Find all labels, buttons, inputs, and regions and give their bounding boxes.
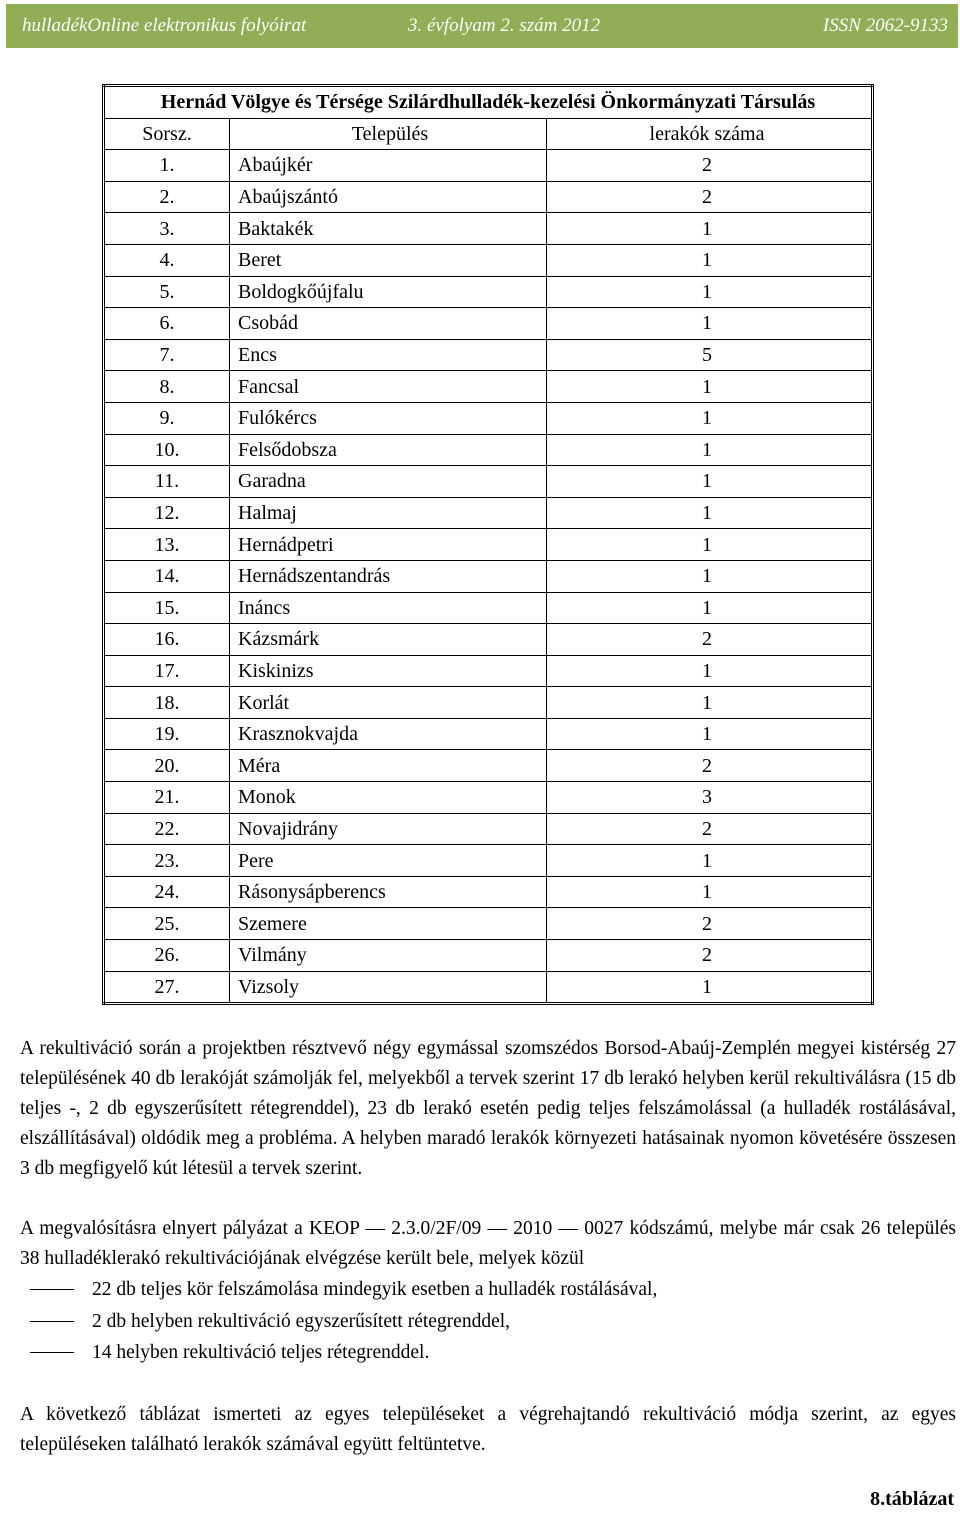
paragraph-palyazat: A megvalósításra elnyert pályázat a KEOP — 2.3.0/2F/09 — 2010 — 0027 kódszámú, melybe már csak 26 település 38 hulladéklerakó rekultivációjának elvégzése került bele, melyek közül [20,1218,956,1269]
table-row [104,592,873,624]
landfill-count: 1 [547,529,873,561]
row-number: 18. [104,687,230,719]
landfill-count: 1 [547,244,873,276]
row-number: 7. [104,339,230,371]
settlement-name: Krasznokvajda [230,718,547,750]
table-row [104,782,873,814]
row-number: 15. [104,592,230,624]
column-header-settlement: Település [230,118,547,150]
table-row [104,845,873,877]
row-number: 22. [104,813,230,845]
table-header-row [104,118,873,150]
landfill-count: 1 [547,402,873,434]
row-number: 9. [104,402,230,434]
settlement-name: Garadna [230,466,547,498]
table-row [104,655,873,687]
settlement-name: Pere [230,845,547,877]
row-number: 17. [104,655,230,687]
settlement-name: Csobád [230,308,547,340]
table-row [104,813,873,845]
row-number: 21. [104,782,230,814]
landfill-count: 1 [547,876,873,908]
landfill-count: 1 [547,434,873,466]
landfill-count: 1 [547,687,873,719]
table-row [104,276,873,308]
table-row [104,971,873,1004]
settlement-name: Felsődobsza [230,434,547,466]
settlement-name: Rásonysápberencs [230,876,547,908]
row-number: 26. [104,940,230,972]
landfill-count: 1 [547,466,873,498]
settlement-name: Abaújkér [230,150,547,182]
table-row [104,876,873,908]
landfill-count: 1 [547,213,873,245]
landfill-count: 1 [547,560,873,592]
landfill-count: 2 [547,908,873,940]
table-row [104,718,873,750]
list-item [20,1337,956,1369]
journal-issn: ISSN 2062-9133 [822,15,948,36]
table-row [104,466,873,498]
table-row [104,150,873,182]
settlement-name: Monok [230,782,547,814]
settlement-name: Fancsal [230,371,547,403]
journal-header [6,4,958,48]
table-row [104,624,873,656]
column-header-count: lerakók száma [547,118,873,150]
landfill-count: 1 [547,308,873,340]
table-row [104,402,873,434]
row-number: 4. [104,244,230,276]
landfill-count: 1 [547,655,873,687]
row-number: 19. [104,718,230,750]
table-row [104,529,873,561]
landfill-table [102,84,874,1005]
row-number: 16. [104,624,230,656]
landfill-count: 1 [547,971,873,1004]
settlement-name: Hernádpetri [230,529,547,561]
journal-name: hulladékOnline elektronikus folyóirat [22,15,307,36]
landfill-count: 1 [547,718,873,750]
settlement-name: Vilmány [230,940,547,972]
table-title: Hernád Völgye és Térsége Szilárdhulladék-kezelési Önkormányzati Társulás [104,86,873,119]
list-item-text: 14 helyben rekultiváció teljes rétegrenddel. [92,1342,430,1363]
landfill-count: 2 [547,150,873,182]
settlement-name: Kázsmárk [230,624,547,656]
settlement-name: Szemere [230,908,547,940]
paragraph-rekultivacio: A rekultiváció során a projektben résztvevő négy egymással szomszédos Borsod-Abaúj-Zemplén megyei kistérség 27 településének 40 db lerakóját számolják fel, melyekből a tervek szerint 17 db lerakó helyben kerül rekultiválásra (15 db teljes -, 2 db egyszerűsített rétegrenddel), 23 db lerakó esetén pedig teljes felszámolással (a hulladék rostálásával, elszállításával) oldódik meg a probléma. A helyben maradó lerakók környezeti hatásainak nyomon követésére összesen 3 db megfigyelő kút létesül a tervek szerint. [20,1038,956,1179]
settlement-name: Méra [230,750,547,782]
journal-issue: 3. évfolyam 2. szám 2012 [408,15,601,36]
row-number: 2. [104,181,230,213]
row-number: 25. [104,908,230,940]
landfill-count: 1 [547,592,873,624]
row-number: 6. [104,308,230,340]
table-row [104,308,873,340]
settlement-name: Korlát [230,687,547,719]
list-item-text: 22 db teljes kör felszámolása mindegyik esetben a hulladék rostálásával, [92,1279,658,1300]
landfill-count: 2 [547,813,873,845]
settlement-name: Halmaj [230,497,547,529]
landfill-count: 2 [547,624,873,656]
row-number: 10. [104,434,230,466]
landfill-count: 1 [547,497,873,529]
dash-bullet [30,1321,74,1322]
settlement-name: Encs [230,339,547,371]
row-number: 11. [104,466,230,498]
table-row [104,434,873,466]
landfill-count: 2 [547,750,873,782]
row-number: 5. [104,276,230,308]
settlement-name: Boldogkőújfalu [230,276,547,308]
table-title-row [104,86,873,119]
row-number: 20. [104,750,230,782]
row-number: 3. [104,213,230,245]
table-row [104,497,873,529]
table-row [104,908,873,940]
table-row [104,687,873,719]
column-header-number: Sorsz. [104,118,230,150]
landfill-count: 5 [547,339,873,371]
dash-bullet [30,1289,74,1290]
paragraph-kovetkezo: A következő táblázat ismerteti az egyes településeket a végrehajtandó rekultiváció módja szerint, az egyes településeken található lerakók számával együtt feltüntetve. [20,1404,956,1455]
settlement-name: Novajidrány [230,813,547,845]
list-item [20,1274,956,1306]
table-row [104,371,873,403]
settlement-name: Kiskinizs [230,655,547,687]
list-item [20,1306,956,1338]
table-row [104,339,873,371]
row-number: 27. [104,971,230,1004]
settlement-name: Baktakék [230,213,547,245]
table-row [104,750,873,782]
settlement-name: Vizsoly [230,971,547,1004]
row-number: 1. [104,150,230,182]
landfill-count: 2 [547,181,873,213]
row-number: 14. [104,560,230,592]
dash-bullet [30,1352,74,1353]
landfill-count: 1 [547,845,873,877]
table-row [104,244,873,276]
table-row [104,181,873,213]
list-item-text: 2 db helyben rekultiváció egyszerűsített rétegrenddel, [92,1310,511,1332]
table-row [104,213,873,245]
row-number: 12. [104,497,230,529]
row-number: 24. [104,876,230,908]
row-number: 13. [104,529,230,561]
settlement-name: Abaújszántó [230,181,547,213]
measures-list [20,1274,956,1369]
landfill-count: 1 [547,371,873,403]
table-row [104,940,873,972]
landfill-count: 3 [547,782,873,814]
table-reference: 8.táblázat [870,1488,954,1510]
settlement-name: Hernádszentandrás [230,560,547,592]
landfill-count: 2 [547,940,873,972]
table-row [104,560,873,592]
settlement-name: Ináncs [230,592,547,624]
row-number: 23. [104,845,230,877]
settlement-name: Fulókércs [230,402,547,434]
settlement-name: Beret [230,244,547,276]
landfill-count: 1 [547,276,873,308]
row-number: 8. [104,371,230,403]
